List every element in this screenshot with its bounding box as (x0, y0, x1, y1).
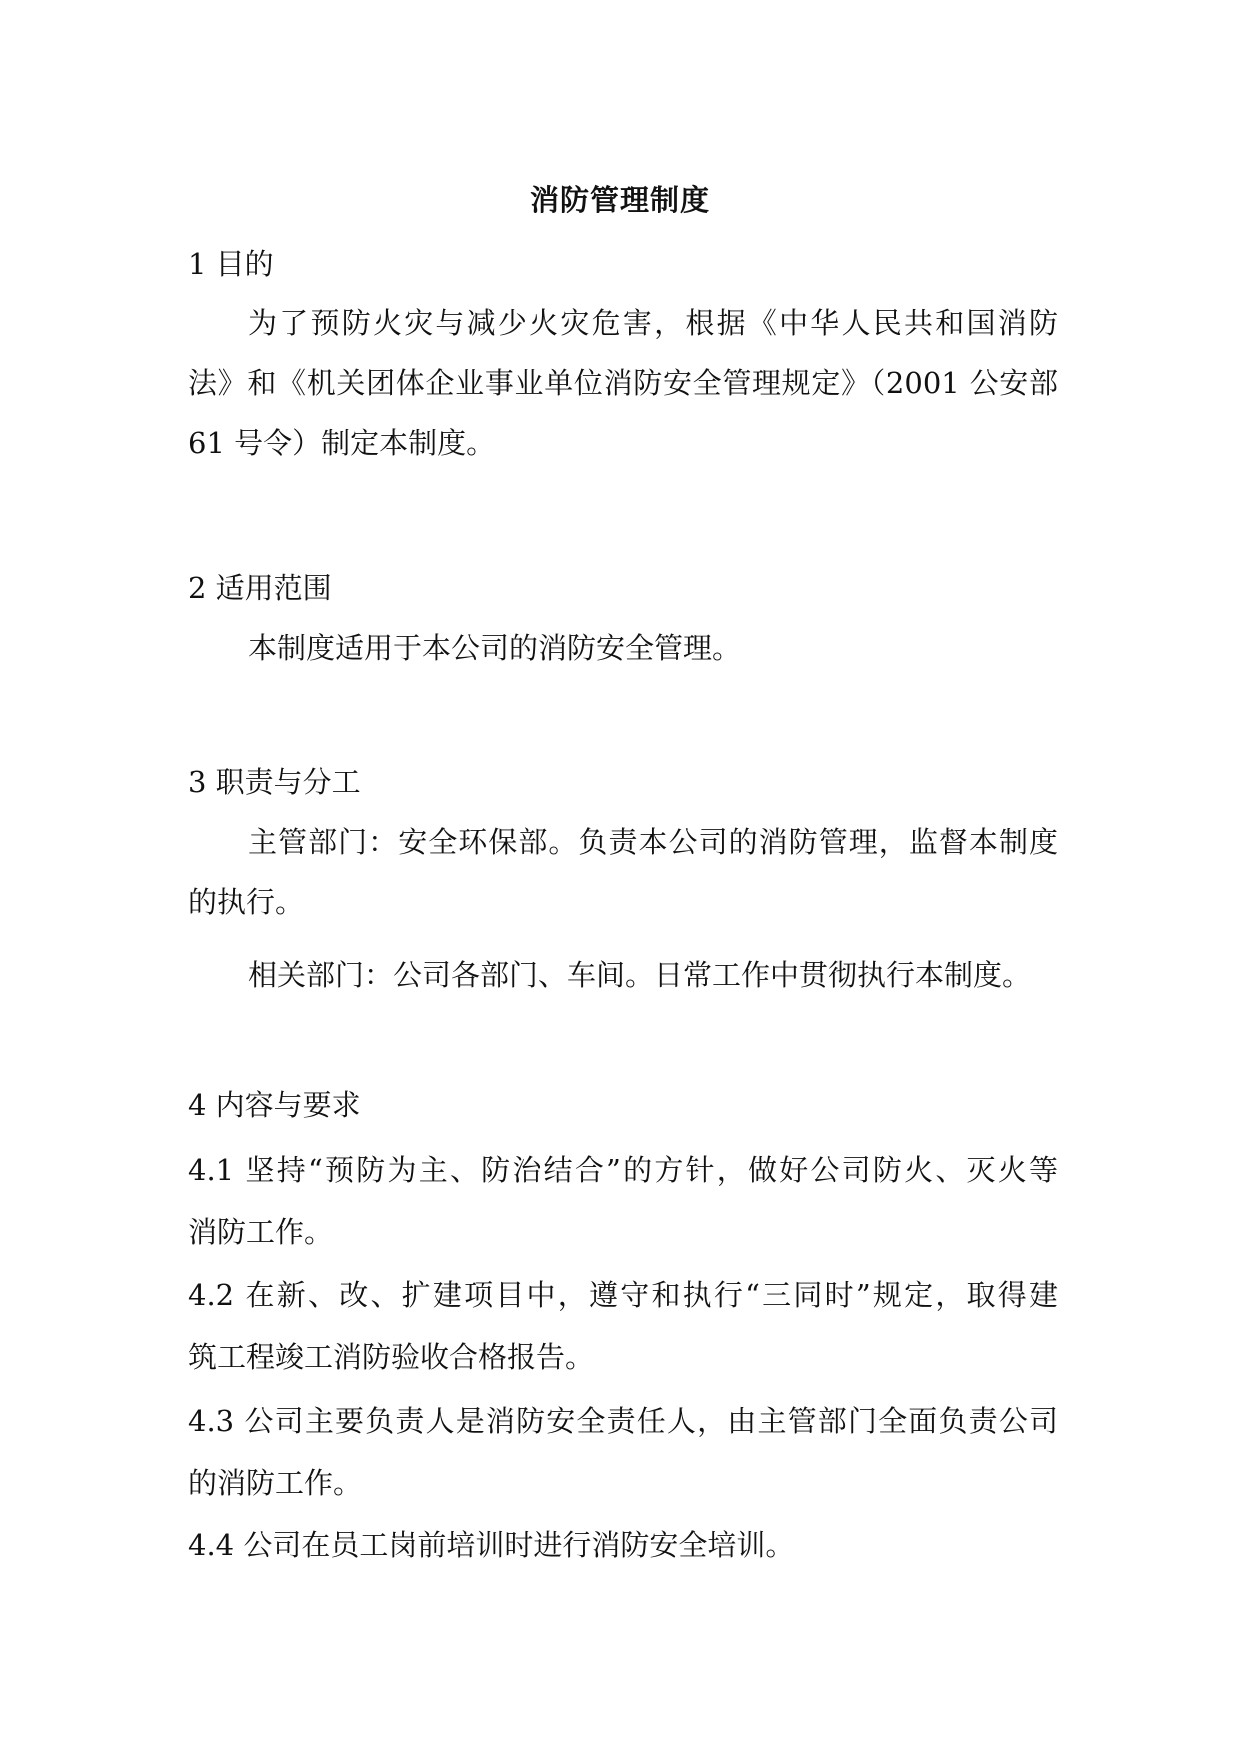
section-4-item-line: 4.1 坚持“预防为主、防治结合”的方针，做好公司防火、灭火等 (188, 1153, 1058, 1187)
section-3-paragraph-line: 主管部门：安全环保部。负责本公司的消防管理，监督本制度 (248, 825, 1058, 859)
section-4-item-line: 4.4 公司在员工岗前培训时进行消防安全培训。 (188, 1528, 795, 1562)
section-4-item-line: 的消防工作。 (188, 1466, 363, 1500)
document-title: 消防管理制度 (529, 183, 710, 217)
section-1-paragraph-line: 61 号令）制定本制度。 (188, 426, 496, 460)
section-1-paragraph-line: 为了预防火灾与减少火灾危害，根据《中华人民共和国消防 (248, 306, 1058, 340)
section-4-item-line: 消防工作。 (188, 1215, 334, 1249)
section-4-item-line: 4.3 公司主要负责人是消防安全责任人，由主管部门全面负责公司 (188, 1404, 1058, 1438)
section-4-heading: 4 内容与要求 (188, 1088, 361, 1122)
section-3-heading: 3 职责与分工 (188, 765, 361, 799)
section-3-paragraph-line: 的执行。 (188, 885, 305, 919)
section-4-item-line: 筑工程竣工消防验收合格报告。 (188, 1340, 595, 1374)
section-3-paragraph-line: 相关部门：公司各部门、车间。日常工作中贯彻执行本制度。 (248, 958, 1032, 992)
section-1-heading: 1 目的 (188, 247, 274, 281)
section-4-item-line: 4.2 在新、改、扩建项目中，遵守和执行“三同时”规定，取得建 (188, 1278, 1058, 1312)
section-2-heading: 2 适用范围 (188, 571, 332, 605)
section-2-paragraph-line: 本制度适用于本公司的消防安全管理。 (248, 631, 742, 665)
section-1-paragraph-line: 法》和《机关团体企业事业单位消防安全管理规定》（2001 公安部 (188, 366, 1058, 400)
